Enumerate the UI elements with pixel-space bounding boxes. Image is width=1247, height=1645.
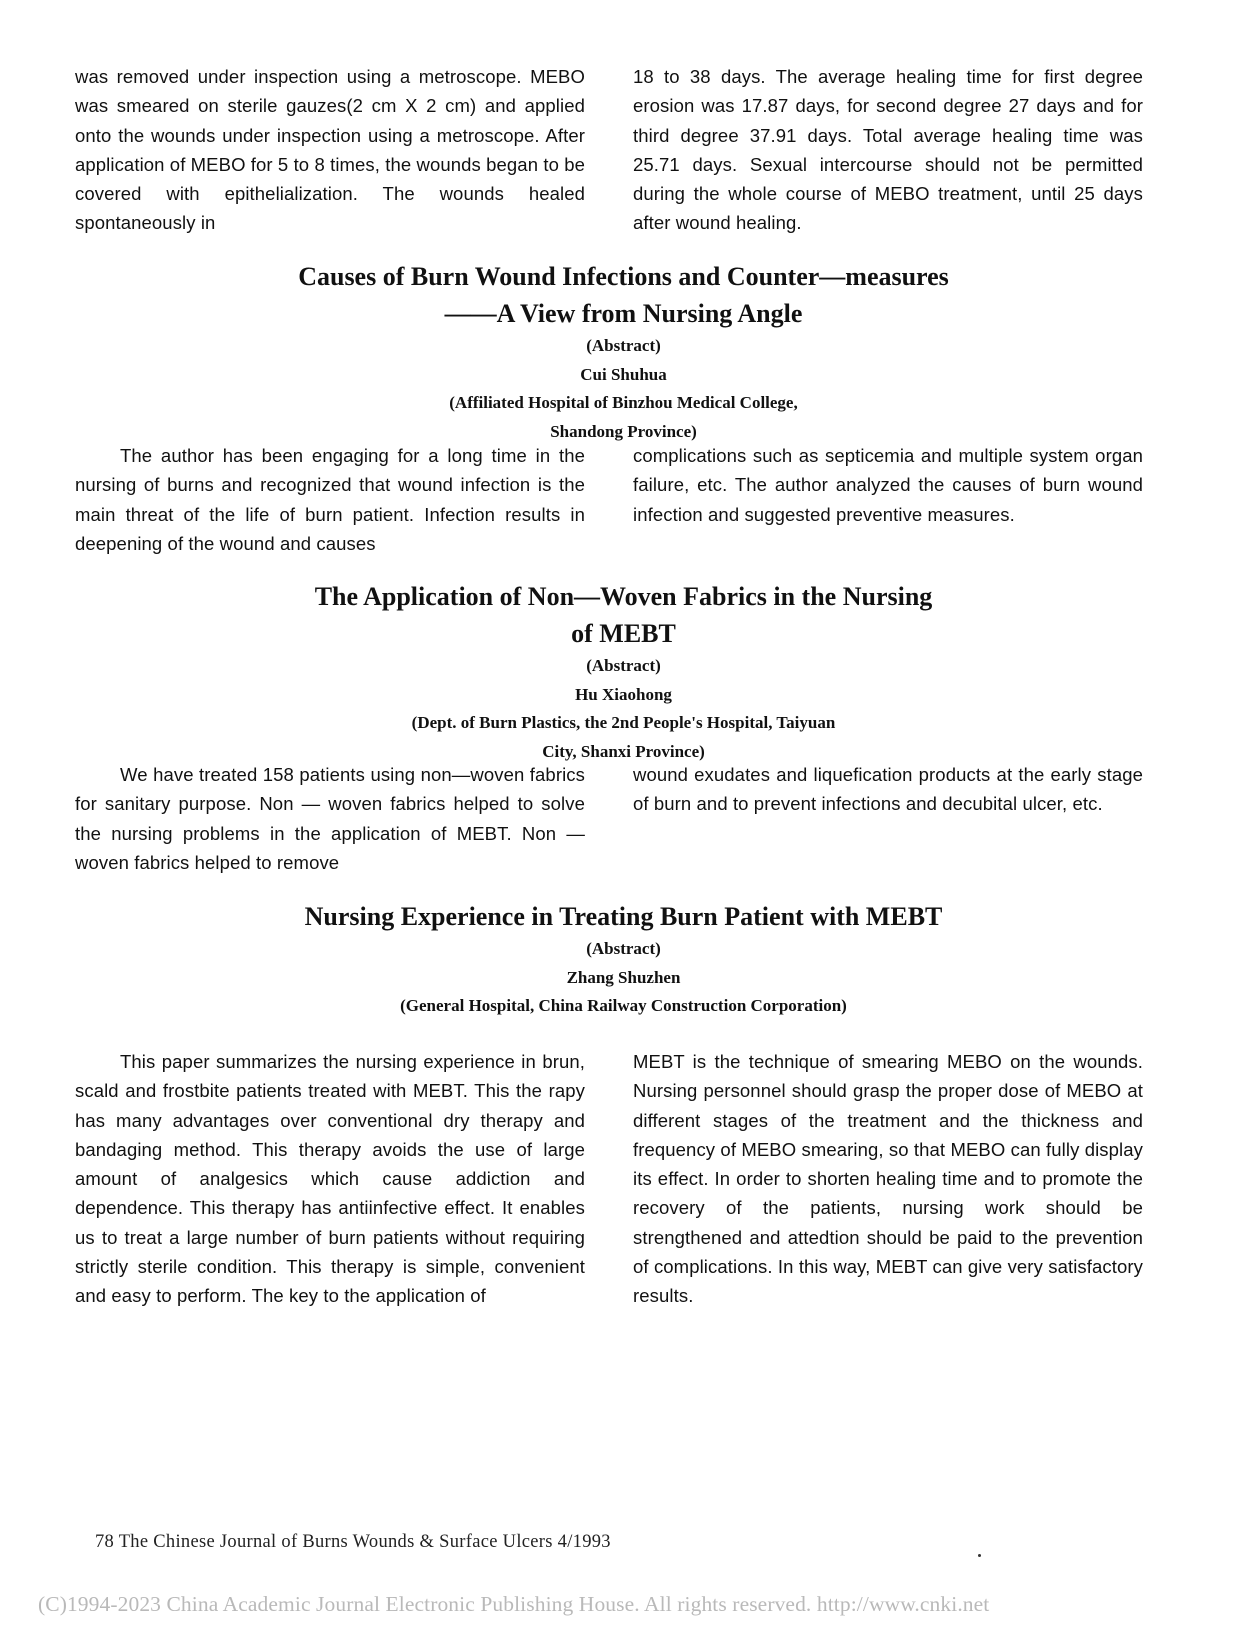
paragraph: was removed under inspection using a metroscope. MEBO was smeared on sterile gauzes(2 cm X 2 cm) and applied onto the wounds under inspection using a metroscope. After application of MEBO for 5 to 8 times, the wounds began to be covered with epithelialization. The wounds healed spontaneously in xyxy=(75,66,585,234)
abstract-tag: (Abstract) xyxy=(586,656,661,675)
paragraph: 18 to 38 days. The average healing time for first degree erosion was 17.87 days, for second degree 27 days and for third degree 37.91 days. Total average healing time was 25.71 days. Sexual intercourse should not be permitted during the whole course of MEBO treatment, until 25 days after wound healing. xyxy=(633,66,1143,234)
article-title: Nursing Experience in Treating Burn Patient with MEBT xyxy=(304,902,943,931)
paragraph: We have treated 158 patients using non—woven fabrics for sanitary purpose. Non — woven fabrics helped to solve the nursing problems in the application of MEBT. Non — woven fabrics helped to remove xyxy=(75,764,585,873)
author: Cui Shuhua xyxy=(580,364,667,384)
left-column xyxy=(75,441,585,558)
paragraph: The author has been engaging for a long time in the nursing of burns and recognized that wound infection is the main threat of the life of burn patient. Infection results in deepening of the wound and causes xyxy=(75,445,585,554)
article-subtitle: ——A View from Nursing Angle xyxy=(444,299,803,328)
article-3-body xyxy=(75,1047,1143,1311)
article-1-header xyxy=(0,258,1247,446)
article-title: The Application of Non—Woven Fabrics in the Nursing xyxy=(314,582,933,611)
article-title: of MEBT xyxy=(571,619,676,648)
intro-right-column xyxy=(633,62,1143,238)
paragraph: This paper summarizes the nursing experience in brun, scald and frostbite patients treated with MEBT. This the rapy has many advantages over conventional dry therapy and bandaging method. This therapy avoids the use of large amount of analgesics which cause addiction and dependence. This therapy has antiinfective effect. It enables us to treat a large number of burn patients without requiring strictly sterile condition. This therapy is simple, convenient and easy to perform. The key to the application of xyxy=(75,1051,585,1307)
stray-dot xyxy=(978,1554,981,1557)
intro-left-column xyxy=(75,62,585,238)
article-1-body xyxy=(75,441,1143,558)
article-title: Causes of Burn Wound Infections and Counter—measures xyxy=(298,262,949,291)
abstract-tag: (Abstract) xyxy=(586,336,661,355)
affiliation: (General Hospital, China Railway Construction Corporation) xyxy=(400,996,847,1015)
copyright-notice: (C)1994-2023 China Academic Journal Electronic Publishing House. All rights reserved. http://www.cnki.net xyxy=(38,1592,990,1616)
left-column xyxy=(75,760,585,877)
article-3-header xyxy=(0,898,1247,1021)
author: Zhang Shuzhen xyxy=(566,967,681,987)
article-2-body xyxy=(75,760,1143,877)
paragraph: complications such as septicemia and multiple system organ failure, etc. The author analyzed the causes of burn wound infection and suggested preventive measures. xyxy=(633,445,1143,525)
abstract-tag: (Abstract) xyxy=(586,939,661,958)
right-column xyxy=(633,441,1143,558)
affiliation: City, Shanxi Province) xyxy=(542,741,705,761)
paragraph: MEBT is the technique of smearing MEBO on the wounds. Nursing personnel should grasp the proper dose of MEBO at different stages of the treatment and the thickness and frequency of MEBO smearing, so that MEBO can fully display its effect. In order to shorten healing time and to promote the recovery of the patients, nursing work should be strengthened and attedtion should be paid to the prevention of complications. In this way, MEBT can give very satisfactory results. xyxy=(633,1051,1143,1307)
page-footer: 78 The Chinese Journal of Burns Wounds & Surface Ulcers 4/1993 xyxy=(95,1532,611,1552)
right-column xyxy=(633,1047,1143,1311)
affiliation: (Dept. of Burn Plastics, the 2nd People's Hospital, Taiyuan xyxy=(411,713,836,732)
right-column xyxy=(633,760,1143,877)
intro-text xyxy=(75,62,1143,238)
left-column xyxy=(75,1047,585,1311)
paragraph: wound exudates and liquefication products at the early stage of burn and to prevent infections and decubital ulcer, etc. xyxy=(633,764,1143,815)
affiliation: Shandong Province) xyxy=(550,421,697,441)
affiliation: (Affiliated Hospital of Binzhou Medical College, xyxy=(449,393,798,412)
article-2-header xyxy=(0,578,1247,766)
author: Hu Xiaohong xyxy=(575,684,672,704)
